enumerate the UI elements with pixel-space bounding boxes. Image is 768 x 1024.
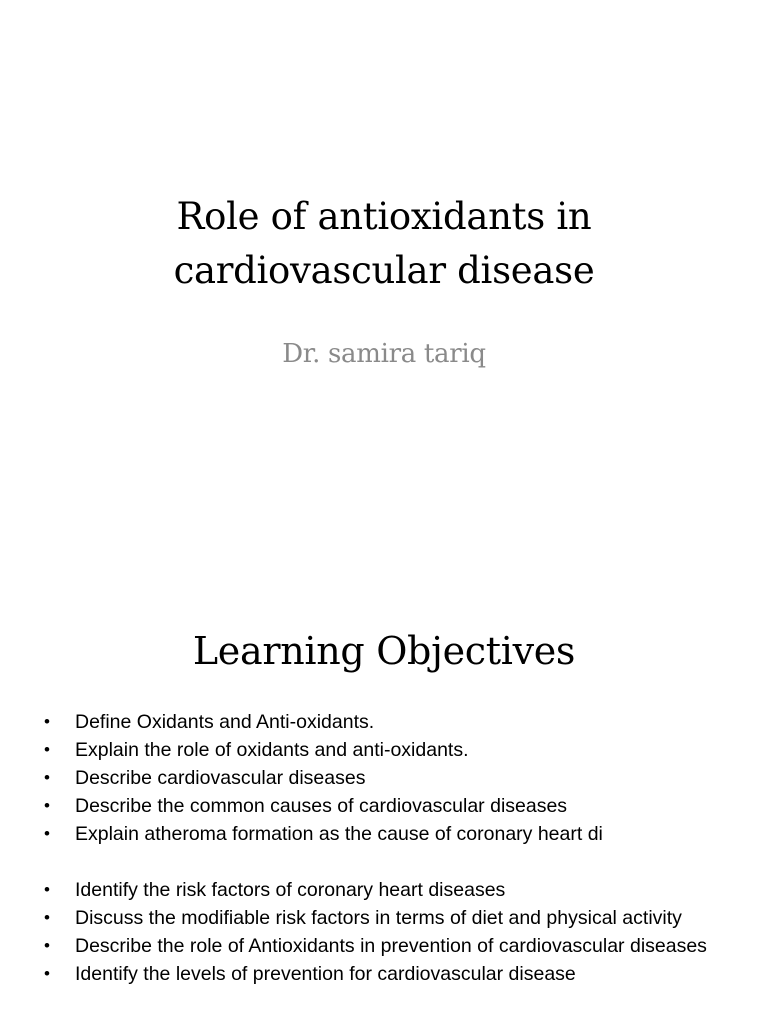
objective-text: Identify the levels of prevention for cardiovascular disease — [75, 963, 576, 985]
objective-text: Discuss the modifiable risk factors in terms of diet and physical activity — [75, 907, 682, 929]
objective-text: Describe the role of Antioxidants in prevention of cardiovascular diseases — [75, 935, 707, 957]
objective-text: Identify the risk factors of coronary heart diseases — [75, 879, 506, 901]
bullet-icon: • — [44, 796, 50, 815]
objective-item — [44, 962, 744, 986]
slide-title-line-1: Role of antioxidants in — [176, 195, 592, 238]
slide-title — [0, 190, 768, 298]
bullet-icon: • — [44, 712, 50, 731]
objective-item — [44, 710, 744, 734]
bullet-icon: • — [44, 740, 50, 759]
bullet-icon: • — [44, 908, 50, 927]
objective-text: Describe the common causes of cardiovascular diseases — [75, 795, 568, 817]
objectives-list — [44, 710, 744, 990]
objective-item — [44, 738, 744, 762]
bullet-icon: • — [44, 824, 50, 843]
objectives-title: Learning Objectives — [192, 629, 576, 673]
bullet-icon: • — [44, 880, 50, 899]
author-name: Dr. samira tariq — [282, 339, 486, 369]
objective-item — [44, 878, 744, 902]
objective-text: Explain atheroma formation as the cause of coronary heart di — [75, 823, 603, 845]
objective-item — [44, 822, 744, 846]
bullet-icon: • — [44, 936, 50, 955]
objective-text: Describe cardiovascular diseases — [75, 767, 366, 789]
objective-item — [44, 906, 744, 930]
bullet-icon: • — [44, 768, 50, 787]
objective-item — [44, 934, 744, 958]
bullet-icon: • — [44, 964, 50, 983]
objective-text: Define Oxidants and Anti-oxidants. — [75, 711, 375, 733]
slide-title-line-2: cardiovascular disease — [173, 249, 595, 292]
objective-item — [44, 766, 744, 790]
objective-item — [44, 794, 744, 818]
objectives-slide — [0, 576, 768, 1024]
objective-text: Explain the role of oxidants and anti-oxidants. — [75, 739, 469, 761]
